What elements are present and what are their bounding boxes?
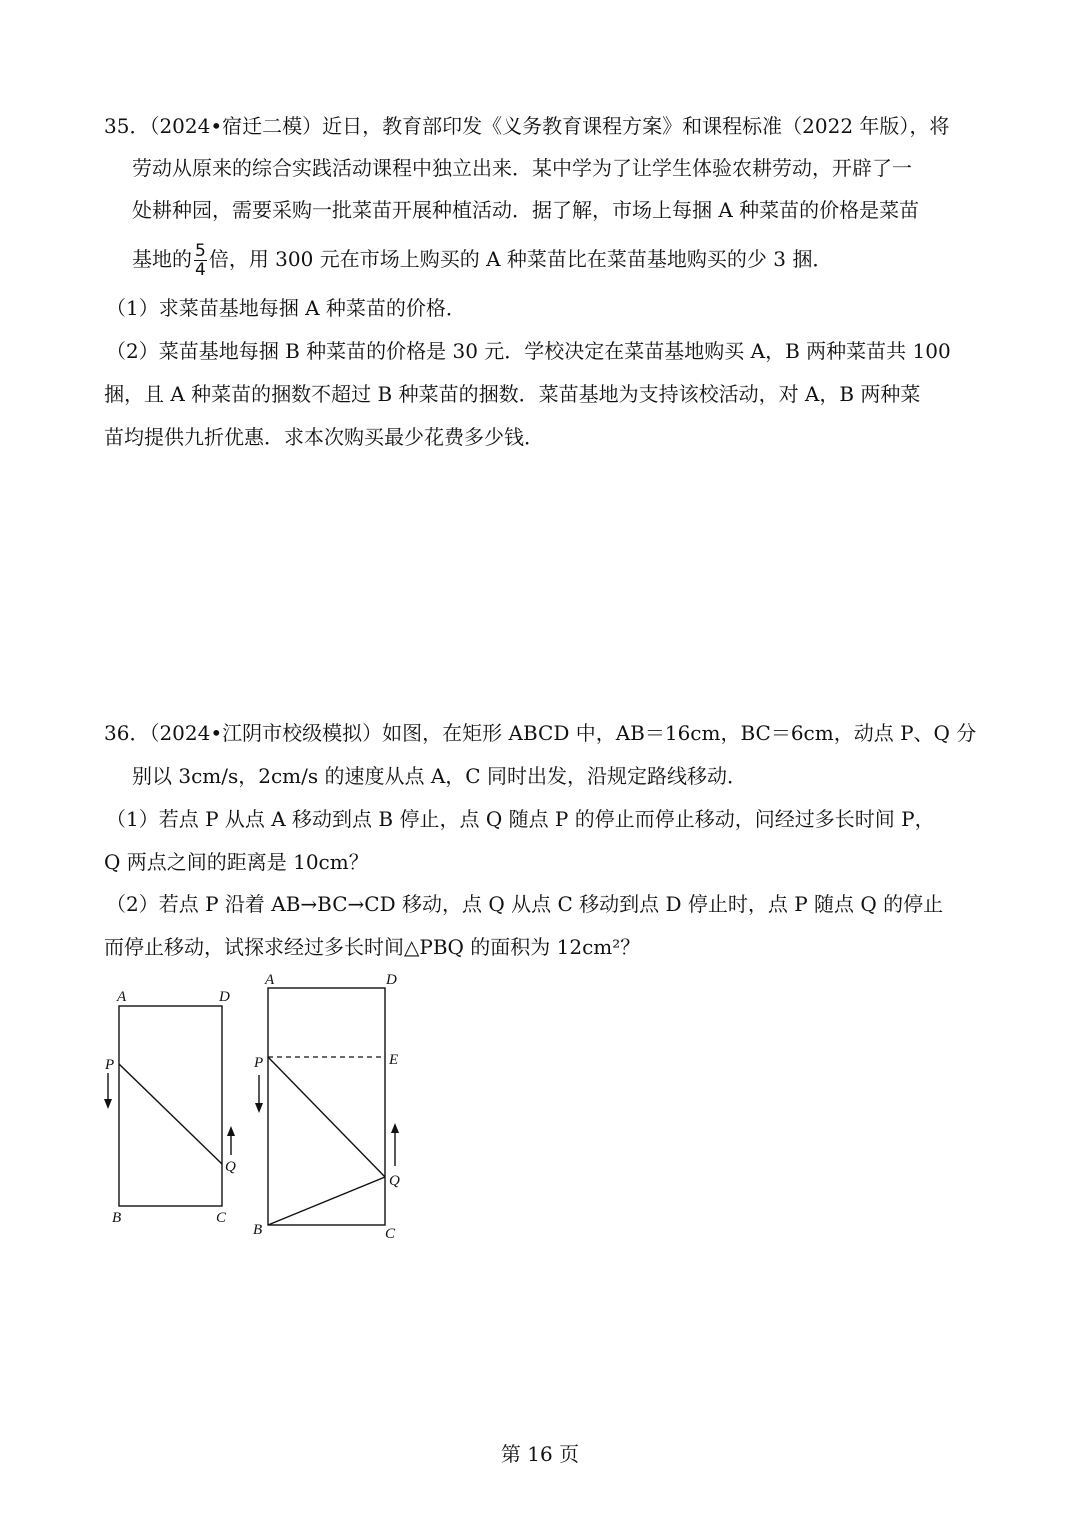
rectangle-abcd bbox=[268, 988, 385, 1225]
q35-part-2-line-3: 苗均提供九折优惠．求本次购买最少花费多少钱． bbox=[104, 425, 544, 449]
q35-line-4-end: 倍，用 300 元在市场上购买的 A 种菜苗比在菜苗基地购买的少 3 捆． bbox=[208, 247, 833, 271]
q35-line-1: 35．（2024•宿迁二模）近日，教育部印发《义务教育课程方案》和课程标准（2022 年版），将 bbox=[104, 114, 950, 138]
figure-1 bbox=[100, 985, 250, 1230]
q35-line-4-start: 基地的 bbox=[132, 247, 192, 271]
q35-line-4 bbox=[132, 242, 832, 279]
label-p: P bbox=[254, 1055, 264, 1071]
label-q: Q bbox=[225, 1159, 236, 1175]
label-d: D bbox=[386, 972, 397, 988]
q36-part-1-line-2: Q 两点之间的距离是 10cm？ bbox=[104, 850, 369, 874]
segment-pq bbox=[268, 1057, 385, 1177]
q35-line-3: 处耕种园，需要采购一批菜苗开展种植活动．据了解，市场上每捆 A 种菜苗的价格是菜苗 bbox=[132, 198, 920, 222]
q36-line-1: 36．（2024•江阴市校级模拟）如图，在矩形 ABCD 中，AB＝16cm，BC＝6cm，动点 P、Q 分 bbox=[104, 721, 977, 745]
down-arrow-icon bbox=[255, 1075, 263, 1113]
page-number: 第 16 页 bbox=[500, 1442, 580, 1466]
q35-line-2: 劳动从原来的综合实践活动课程中独立出来．某中学为了让学生体验农耕劳动，开辟了一 bbox=[132, 156, 912, 180]
rectangle-abcd bbox=[119, 1006, 222, 1206]
label-p: P bbox=[105, 1057, 115, 1073]
q36-part-2-line-1: （2）若点 P 沿着 AB→BC→CD 移动，点 Q 从点 C 移动到点 D 停止时，点 P 随点 Q 的停止 bbox=[106, 892, 944, 916]
label-e: E bbox=[389, 1052, 399, 1068]
label-b: B bbox=[112, 1210, 122, 1226]
q36-part-2-line-2: 而停止移动，试探求经过多长时间△PBQ 的面积为 12cm²？ bbox=[104, 935, 641, 959]
q35-part-2-line-1: （2）菜苗基地每捆 B 种菜苗的价格是 30 元．学校决定在菜苗基地购买 A，B 两种菜苗共 100 bbox=[106, 339, 951, 363]
fraction-numerator: 5 bbox=[195, 241, 206, 261]
fraction-five-quarters bbox=[194, 242, 207, 279]
figure-2 bbox=[245, 968, 415, 1248]
label-c: C bbox=[385, 1226, 396, 1242]
up-arrow-icon bbox=[227, 1126, 235, 1155]
label-a: A bbox=[117, 989, 127, 1005]
label-c: C bbox=[216, 1210, 227, 1226]
q36-part-1-line-1: （1）若点 P 从点 A 移动到点 B 停止，点 Q 随点 P 的停止而停止移动，问经过多长时间 P， bbox=[106, 807, 935, 831]
label-q: Q bbox=[389, 1173, 400, 1189]
q36-line-2: 别以 3cm/s，2cm/s 的速度从点 A，C 同时出发，沿规定路线移动． bbox=[132, 764, 747, 788]
q35-part-1: （1）求菜苗基地每捆 A 种菜苗的价格． bbox=[106, 296, 466, 320]
up-arrow-icon bbox=[391, 1123, 399, 1166]
segment-bq bbox=[268, 1177, 385, 1225]
fraction-denominator: 4 bbox=[195, 260, 206, 280]
label-b: B bbox=[253, 1222, 263, 1238]
down-arrow-icon bbox=[104, 1073, 112, 1109]
q35-part-2-line-2: 捆，且 A 种菜苗的捆数不超过 B 种菜苗的捆数．菜苗基地为支持该校活动，对 A，B 两种菜 bbox=[104, 382, 921, 406]
label-a: A bbox=[265, 972, 275, 988]
segment-pq bbox=[119, 1064, 222, 1164]
label-d: D bbox=[219, 989, 230, 1005]
